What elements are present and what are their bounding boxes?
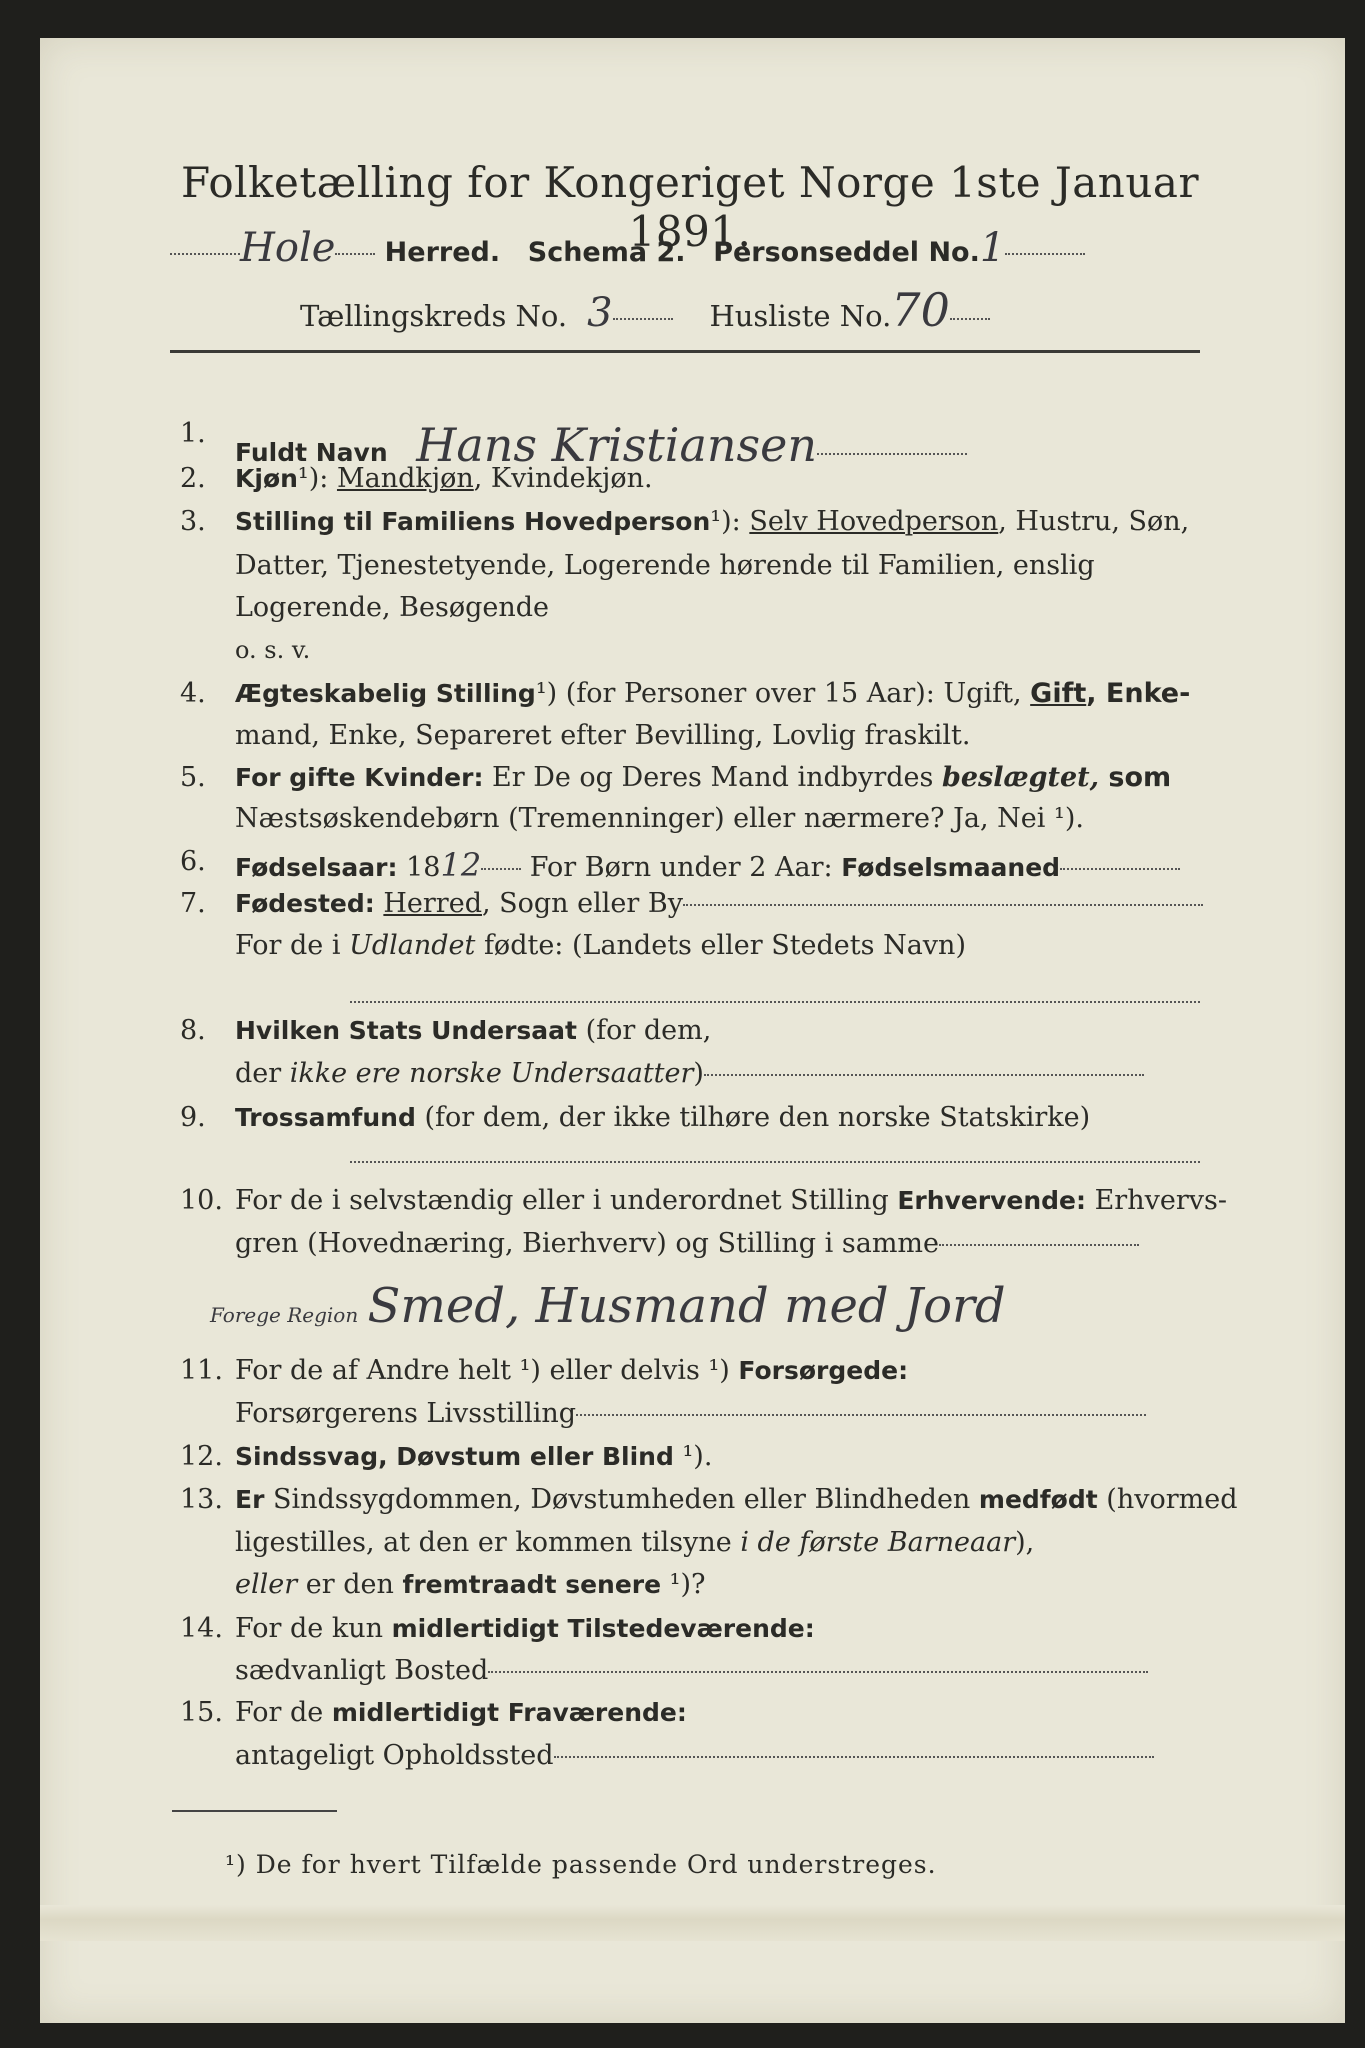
q14-line2-text: sædvanligt Bosted bbox=[235, 1655, 489, 1686]
q4-text: ¹) (for Personer over 15 Aar): Ugift, bbox=[535, 678, 1031, 709]
q1-label: Fuldt Navn bbox=[235, 438, 388, 467]
q9-number: 9. bbox=[180, 1102, 206, 1133]
q13-label: Er bbox=[235, 1485, 265, 1514]
q10-label: Erhvervende: bbox=[897, 1186, 1087, 1215]
q7-line2-b: fødte: (Landets eller Stedets Navn) bbox=[475, 930, 966, 961]
q10-text: For de i selvstændig eller i underordnet Stilling bbox=[235, 1185, 898, 1216]
q8-line2-italic: ikke ere norske Undersaatter bbox=[289, 1058, 694, 1089]
personseddel-handwritten: 1 bbox=[979, 225, 1006, 271]
q2-row bbox=[235, 463, 653, 494]
header-rule bbox=[170, 350, 1200, 353]
q2-option-other: , Kvindekjøn. bbox=[473, 463, 653, 494]
q8-text: (for dem, bbox=[576, 1015, 712, 1046]
q3-label: Stilling til Familiens Hovedperson bbox=[235, 507, 711, 536]
q4-number: 4. bbox=[180, 678, 206, 709]
footnote: ¹) De for hvert Tilfælde passende Ord understreges. bbox=[225, 1850, 937, 1879]
q11-line2 bbox=[235, 1398, 1146, 1429]
q1-answer-handwritten: Hans Kristiansen bbox=[416, 418, 818, 472]
q6-label: Fødselsaar: bbox=[235, 853, 398, 882]
kreds-label: Tællingskreds No. bbox=[300, 299, 568, 333]
q14-number: 14. bbox=[180, 1613, 223, 1644]
q8-row bbox=[235, 1015, 711, 1046]
schema-label: Schema 2. bbox=[527, 237, 686, 268]
q8-line2-a: der bbox=[235, 1058, 290, 1089]
q3-text: ¹): bbox=[710, 506, 750, 537]
q2-number: 2. bbox=[180, 463, 206, 494]
q13-line3 bbox=[235, 1569, 706, 1600]
q5-line2: Næstsøskendebørn (Tremenninger) eller nærmere? Ja, Nei ¹). bbox=[235, 803, 1084, 834]
q6-row bbox=[235, 846, 1180, 884]
q3-line4: o. s. v. bbox=[235, 636, 311, 664]
q12-label: Sindssvag, Døvstum eller Blind bbox=[235, 1442, 674, 1471]
q2-option-selected: Mandkjøn bbox=[336, 463, 474, 494]
q13-text2: (hvormed bbox=[1097, 1484, 1238, 1515]
kreds-line bbox=[300, 283, 990, 337]
q7-blank-line bbox=[350, 1000, 1200, 1003]
q8-number: 8. bbox=[180, 1015, 206, 1046]
q15-line2 bbox=[235, 1740, 1154, 1771]
q5-number: 5. bbox=[180, 762, 206, 793]
kreds-handwritten: 3 bbox=[587, 290, 613, 336]
q3-line3: Logerende, Besøgende bbox=[235, 592, 549, 623]
q7-line2-italic: Udlandet bbox=[349, 930, 476, 961]
q12-number: 12. bbox=[180, 1441, 223, 1472]
q4-label: Ægteskabelig Stilling bbox=[235, 679, 536, 708]
q13-row bbox=[235, 1484, 1238, 1515]
q3-row bbox=[235, 506, 1189, 537]
q7-label: Fødested: bbox=[235, 889, 375, 918]
q10-answer-small-handwritten: Forege Region bbox=[210, 1303, 359, 1327]
q13-line2-b: ), bbox=[1015, 1527, 1035, 1558]
herred-label: Herred. bbox=[384, 237, 501, 268]
q8-line2 bbox=[235, 1058, 1144, 1089]
q10-answer-handwritten: Smed, Husmand med Jord bbox=[367, 1278, 1006, 1334]
q6-number: 6. bbox=[180, 846, 206, 877]
q3-number: 3. bbox=[180, 506, 206, 537]
q3-line2: Datter, Tjenestetyende, Logerende hørende til Familien, enslig bbox=[235, 550, 1095, 581]
q7-line2 bbox=[235, 930, 966, 961]
q13-line3-bold: fremtraadt senere bbox=[402, 1570, 662, 1599]
q4-option-selected: Gift bbox=[1030, 678, 1087, 709]
q13-line3-a: er den bbox=[297, 1569, 403, 1600]
q7-number: 7. bbox=[180, 888, 206, 919]
q6-text2: For Børn under 2 Aar: bbox=[521, 852, 842, 883]
q10-number: 10. bbox=[180, 1185, 223, 1216]
q12-text: ¹). bbox=[673, 1441, 713, 1472]
q3-text2: , Hustru, Søn, bbox=[998, 506, 1190, 537]
q4-line2: mand, Enke, Separeret efter Bevilling, Lovlig fraskilt. bbox=[235, 720, 971, 751]
q5-label: For gifte Kvinder: bbox=[235, 763, 484, 792]
q11-number: 11. bbox=[180, 1355, 223, 1386]
q14-text: For de kun bbox=[235, 1613, 392, 1644]
q5-text: Er De og Deres Mand indbyrdes bbox=[483, 762, 942, 793]
q10-line2-text: gren (Hovednæring, Bierhverv) og Stilling i samme bbox=[235, 1228, 940, 1259]
herred-line bbox=[170, 225, 1085, 271]
q15-row bbox=[235, 1697, 687, 1728]
husliste-handwritten: 70 bbox=[891, 283, 950, 337]
footnote-rule bbox=[172, 1810, 337, 1812]
q15-number: 15. bbox=[180, 1697, 223, 1728]
paper-fold bbox=[40, 1905, 1345, 1941]
q6-label2: Fødselsmaaned bbox=[841, 853, 1061, 882]
q4-row bbox=[235, 678, 1190, 709]
q14-line2 bbox=[235, 1655, 1148, 1686]
q7-line2-a: For de i bbox=[235, 930, 350, 961]
husliste-label: Husliste No. bbox=[709, 299, 892, 333]
q15-label: midlertidigt Fraværende: bbox=[331, 1698, 687, 1727]
q13-number: 13. bbox=[180, 1484, 223, 1515]
q10-text2: Erhvervs- bbox=[1086, 1185, 1227, 1216]
q10-line2 bbox=[235, 1228, 1139, 1259]
q11-text: For de af Andre helt ¹) eller delvis ¹) bbox=[235, 1355, 739, 1386]
q7-row bbox=[235, 888, 1203, 919]
q11-label: Forsørgede: bbox=[738, 1356, 909, 1385]
q9-label: Trossamfund bbox=[235, 1103, 416, 1132]
q8-line2-b: ) bbox=[693, 1058, 704, 1089]
personseddel-label: Personseddel No. bbox=[713, 237, 980, 268]
q5-row bbox=[235, 762, 1171, 793]
q5-text2: som bbox=[1099, 762, 1172, 793]
q2-label: Kjøn bbox=[235, 464, 298, 493]
q13-line3-b: ¹)? bbox=[661, 1569, 706, 1600]
herred-handwritten: Hole bbox=[240, 225, 336, 271]
q11-row bbox=[235, 1355, 908, 1386]
q4-text2: , Enke- bbox=[1086, 678, 1191, 709]
q9-text: (for dem, der ikke tilhøre den norske Statskirke) bbox=[415, 1102, 1091, 1133]
q15-text: For de bbox=[235, 1697, 332, 1728]
q14-label: midlertidigt Tilstedeværende: bbox=[391, 1614, 815, 1643]
q8-label: Hvilken Stats Undersaat bbox=[235, 1016, 577, 1045]
q13-line2 bbox=[235, 1527, 1034, 1558]
q13-label2: medfødt bbox=[978, 1485, 1098, 1514]
form-title: Folketælling for Kongeriget Norge 1ste Januar 1891. bbox=[180, 158, 1200, 256]
q5-italic: beslægtet, bbox=[941, 762, 1100, 793]
q3-option-selected: Selv Hovedperson bbox=[749, 506, 999, 537]
q15-line2-text: antageligt Opholdssted bbox=[235, 1740, 554, 1771]
q14-row bbox=[235, 1613, 815, 1644]
q6-answer-handwritten: 12 bbox=[440, 846, 482, 884]
q13-line2-italic: i de første Barneaar bbox=[740, 1527, 1016, 1558]
q12-row bbox=[235, 1441, 712, 1472]
q10-row bbox=[235, 1185, 1227, 1216]
q7-text2: , Sogn eller By bbox=[481, 888, 683, 919]
q7-option-selected: Herred bbox=[383, 888, 482, 919]
q2-text: ¹): bbox=[297, 463, 337, 494]
q9-row bbox=[235, 1102, 1090, 1133]
q13-line3-italic: eller bbox=[235, 1569, 298, 1600]
q13-text: Sindssygdommen, Døvstumheden eller Blindheden bbox=[264, 1484, 979, 1515]
q9-blank-line bbox=[350, 1160, 1200, 1163]
q10-answer-line bbox=[210, 1278, 1006, 1334]
q6-prefix: 18 bbox=[397, 852, 441, 883]
q13-line2-a: ligestilles, at den er kommen tilsyne bbox=[235, 1527, 741, 1558]
q11-line2-text: Forsørgerens Livsstilling bbox=[235, 1398, 577, 1429]
q1-number: 1. bbox=[180, 418, 206, 449]
